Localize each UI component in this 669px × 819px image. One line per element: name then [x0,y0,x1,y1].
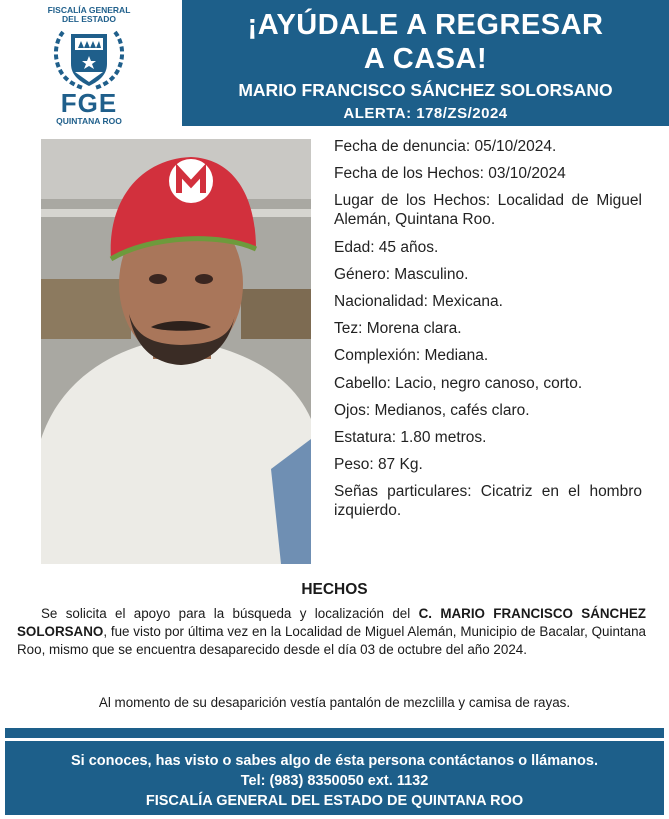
detail-distinguishing-marks: Señas particulares: Cicatriz en el hombro izquierdo. [334,483,642,520]
logo-top-line1: FISCALÍA GENERAL [47,5,131,15]
detail-height: Estatura: 1.80 metros. [334,428,487,446]
detail-eyes: Ojos: Medianos, cafés claro. [334,401,530,419]
footer-call-to-action: Si conoces, has visto o sabes algo de ésta persona contáctanos o llámanos. [70,753,598,769]
footer-phone: Tel: (983) 8350050 ext. 1132 [240,773,429,789]
quintana-roo-shield-icon [53,28,125,90]
hechos-text-before: Se solicita el apoyo para la búsqueda y localización del [41,606,419,621]
detail-nationality: Nacionalidad: Mexicana. [334,292,503,310]
detail-event-date: Fecha de los Hechos: 03/10/2024 [334,165,566,183]
hechos-person-name: C. MARIO FRANCISCO SÁNCHEZ SOLORSANO [17,606,646,639]
footer-agency: FISCALÍA GENERAL DEL ESTADO DE QUINTANA ROO [145,793,524,809]
hechos-text-after: , fue visto por última vez en la Localidad de Miguel Alemán, Municipio de Bacalar, Quintana Roo, mismo que se encuentra desaparecido desde el día 03 de octubre del año 2024. [17,624,646,657]
logo-top-text [30,6,148,24]
detail-hair: Cabello: Lacio, negro canoso, corto. [334,374,583,392]
person-details [334,137,642,528]
alert-number: ALERTA: 178/ZS/2024 [343,105,508,122]
detail-report-date: Fecha de denuncia: 05/10/2024. [334,138,557,155]
hechos-paragraph [17,605,646,659]
footer-divider-band [5,728,664,738]
clothing-description: Al momento de su desaparición vestía pantalón de mezclilla y camisa de rayas. [98,695,571,710]
hechos-heading: HECHOS [301,581,368,598]
logo-initials: FGE [60,88,118,118]
logo-top-line2: DEL ESTADO [62,14,116,24]
detail-event-place: Lugar de los Hechos: Localidad de Miguel Alemán, Quintana Roo. [334,192,642,229]
detail-build: Complexión: Mediana. [334,347,489,365]
title-line2: A CASA! [363,43,488,75]
title-line1: ¡AYÚDALE A REGRESAR [247,9,604,41]
missing-person-name: MARIO FRANCISCO SÁNCHEZ SOLORSANO [238,80,613,100]
detail-gender: Género: Masculino. [334,265,469,283]
person-photo-illustration [41,139,311,564]
fge-logo [30,6,148,124]
detail-age: Edad: 45 años. [334,238,439,256]
detail-weight: Peso: 87 Kg. [334,456,423,474]
missing-person-photo [41,139,311,564]
detail-complexion-skin: Tez: Morena clara. [334,320,462,338]
logo-bottom-text: QUINTANA ROO [56,116,122,126]
contact-footer [5,741,664,815]
header-band [182,0,669,126]
poster-title [182,8,669,76]
